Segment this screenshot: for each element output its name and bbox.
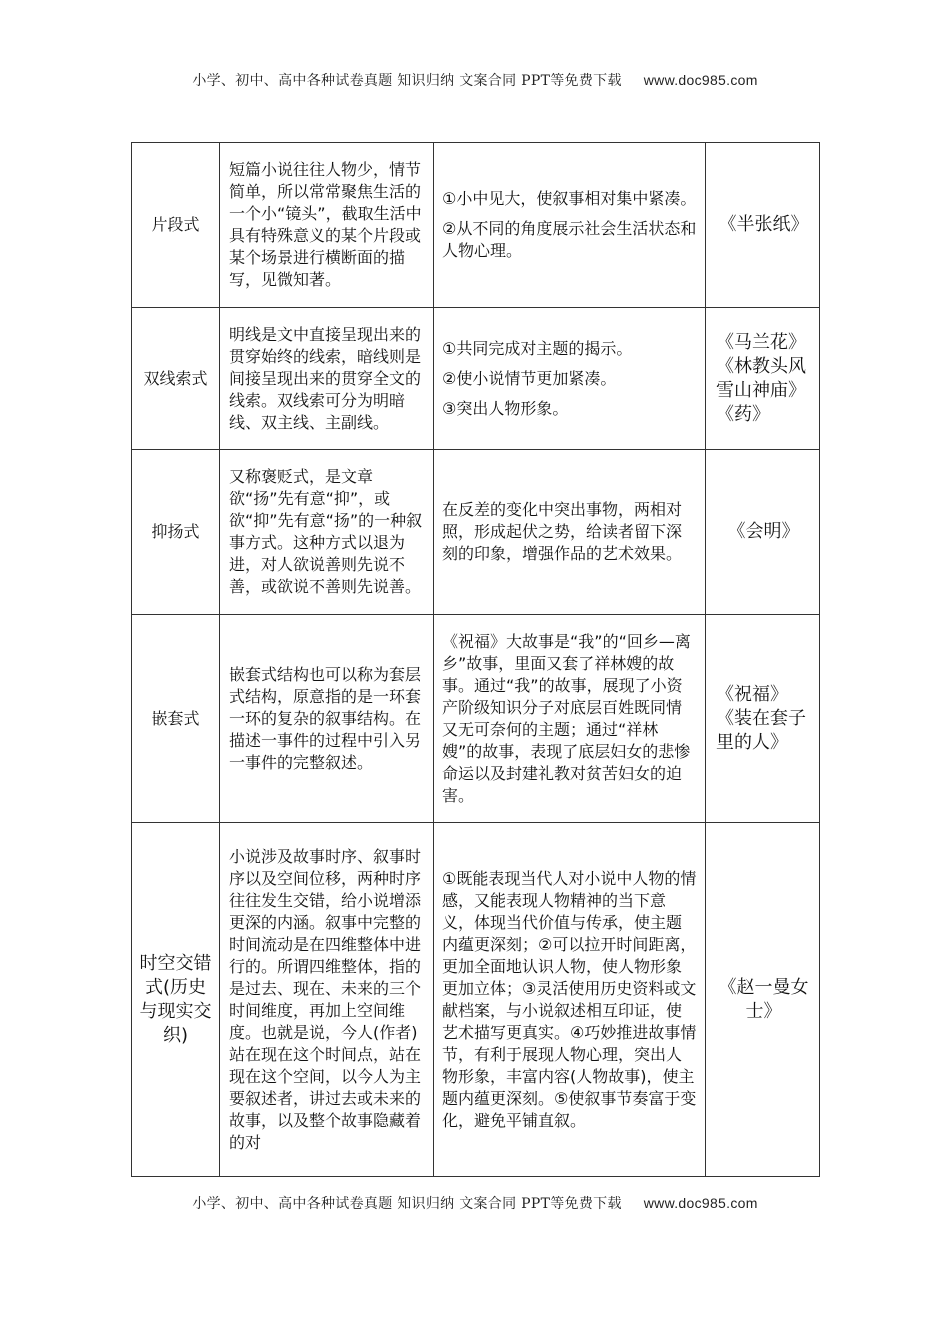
row-definition: 明线是文中直接呈现出来的贯穿始终的线索，暗线则是间接呈现出来的贯穿全文的线索。双线索可分为明暗线、双主线、主副线。 bbox=[220, 308, 434, 450]
row-definition: 又称褒贬式，是文章欲“扬”先有意“抑”，或欲“抑”先有意“扬”的一种叙事方式。这种方式以退为进，对人欲说善则先说不善，或欲说不善则先说善。 bbox=[220, 450, 434, 615]
header-text: 小学、初中、高中各种试卷真题 知识归纳 文案合同 PPT等免费下载 bbox=[192, 73, 622, 89]
effect-item: ①既能表现当代人对小说中人物的情感，又能表现人物精神的当下意义，体现当代价值与传承，使主题内蕴更深刻；②可以拉开时间距离，更加全面地认识人物，使人物形象更加立体；③灵活使用历史资料或文献档案，与小说叙述相互印证，使艺术描写更真实。④巧妙推进故事情节，有利于展现人物心理，突出人物形象，丰富内容(人物故事)，使主题内蕴更深刻。⑤使叙事节奏富于变化，避免平铺直叙。 bbox=[442, 868, 697, 1130]
row-definition: 短篇小说往往人物少，情节简单，所以常常聚焦生活的一个小“镜头”，截取生活中具有特殊意义的某个片段或某个场景进行横断面的描写，见微知著。 bbox=[220, 143, 434, 308]
footer-text: 小学、初中、高中各种试卷真题 知识归纳 文案合同 PPT等免费下载 bbox=[192, 1196, 622, 1212]
effect-item: ②使小说情节更加紧凑。 bbox=[442, 368, 617, 388]
header-site: www.doc985.com bbox=[643, 72, 758, 88]
row-examples: 《马兰花》《林教头风雪山神庙》《药》 bbox=[706, 308, 820, 450]
row-definition: 嵌套式结构也可以称为套层式结构，原意指的是一环套一环的复杂的叙事结构。在描述一事件的过程中引入另一事件的完整叙述。 bbox=[220, 615, 434, 823]
row-name: 双线索式 bbox=[132, 308, 220, 450]
effect-item: 在反差的变化中突出事物，两相对照，形成起伏之势，给读者留下深刻的印象，增强作品的艺术效果。 bbox=[442, 500, 683, 563]
row-effects bbox=[434, 308, 706, 450]
row-name: 片段式 bbox=[132, 143, 220, 308]
table-row bbox=[132, 823, 820, 1177]
row-examples: 《祝福》《装在套子里的人》 bbox=[706, 615, 820, 823]
row-effects bbox=[434, 450, 706, 615]
table-row bbox=[132, 143, 820, 308]
footer-site: www.doc985.com bbox=[643, 1195, 758, 1211]
row-effects bbox=[434, 615, 706, 823]
row-name: 时空交错式(历史与现实交织) bbox=[132, 823, 220, 1177]
table-row bbox=[132, 615, 820, 823]
row-examples: 《赵一曼女士》 bbox=[706, 823, 820, 1177]
narrative-structure-table bbox=[131, 142, 820, 1177]
row-effects bbox=[434, 823, 706, 1177]
table-row bbox=[132, 450, 820, 615]
effect-item: ①小中见大，使叙事相对集中紧凑。 bbox=[442, 189, 697, 208]
effect-item: ②从不同的角度展示社会生活状态和人物心理。 bbox=[442, 219, 697, 260]
row-definition: 小说涉及故事时序、叙事时序以及空间位移，两种时序往往发生交错，给小说增添更深的内涵。叙事中完整的时间流动是在四维整体中进行的。所谓四维整体，指的是过去、现在、未来的三个时间维度，再加上空间维度。也就是说，今人(作者)站在现在这个时间点，站在现在这个空间，以今人为主要叙述者，讲过去或未来的故事，以及整个故事隐藏着的对 bbox=[220, 823, 434, 1177]
row-effects bbox=[434, 143, 706, 308]
row-examples: 《半张纸》 bbox=[706, 143, 820, 308]
row-name: 抑扬式 bbox=[132, 450, 220, 615]
page-footer bbox=[0, 1193, 950, 1213]
effect-item: 《祝福》大故事是“我”的“回乡—离乡”故事，里面又套了祥林嫂的故事。通过“我”的故事，展现了小资产阶级知识分子对底层百姓既同情又无可奈何的主题；通过“祥林嫂”的故事，表现了底层妇女的悲惨命运以及封建礼教对贫苦妇女的迫害。 bbox=[442, 631, 691, 805]
effect-item: ③突出人物形象。 bbox=[442, 398, 569, 418]
row-examples: 《会明》 bbox=[706, 450, 820, 615]
table-row bbox=[132, 308, 820, 450]
page-header bbox=[0, 70, 950, 90]
effect-item: ①共同完成对主题的揭示。 bbox=[442, 338, 633, 358]
row-name: 嵌套式 bbox=[132, 615, 220, 823]
